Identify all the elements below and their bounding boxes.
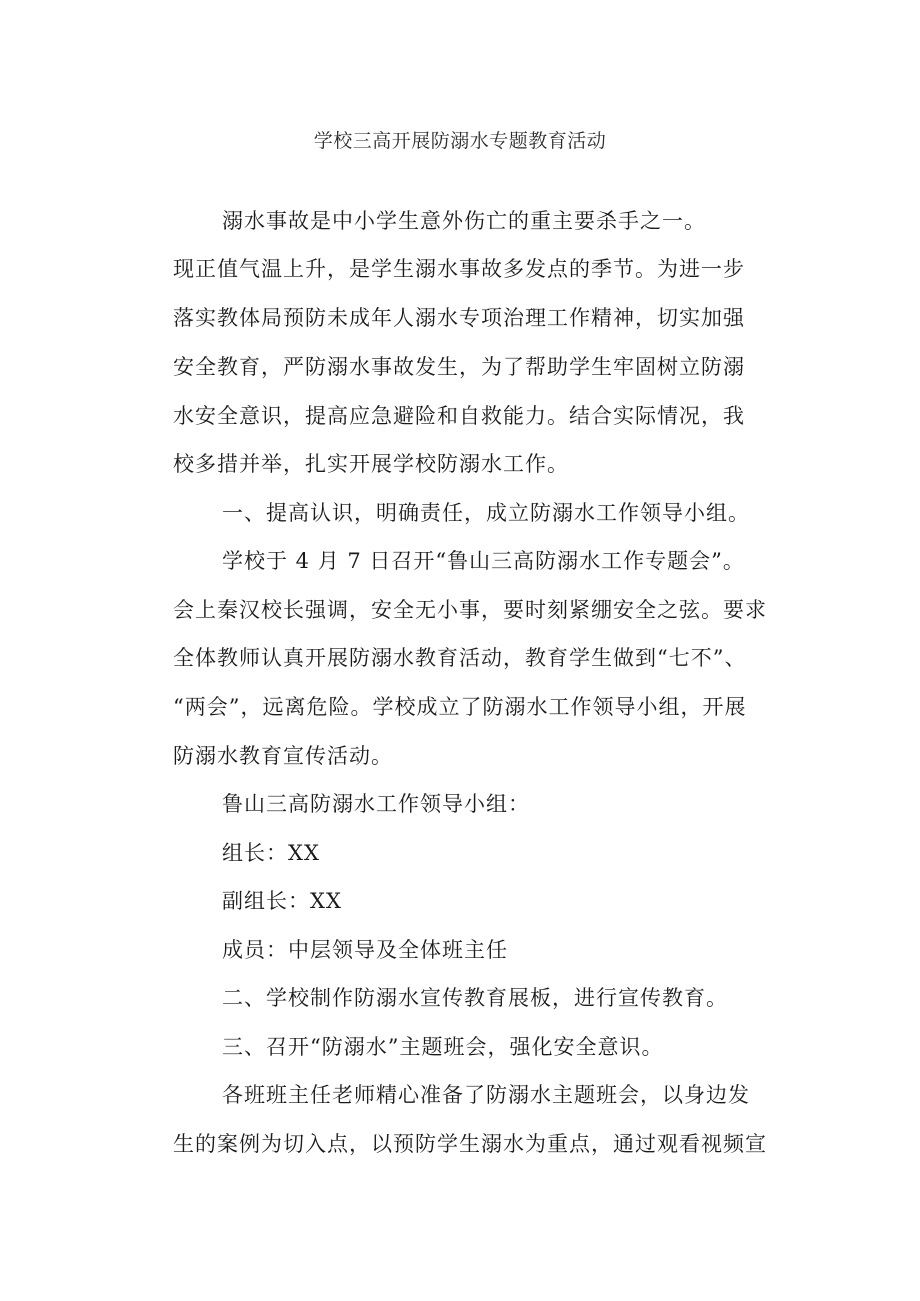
section-heading: 三、召开“防溺水”主题班会，强化安全意识。 (222, 1035, 664, 1059)
paragraph-line: 生的案例为切入点，以预防学生溺水为重点，通过观看视频宣 (173, 1132, 767, 1156)
paragraph-line: 防溺水教育宣传活动。 (173, 744, 393, 768)
paragraph-line: “两会”，远离危险。学校成立了防溺水工作领导小组，开展 (173, 695, 747, 719)
paragraph-line: 学校于 4 月 7 日召开“鲁山三高防溺水工作专题会”。 (222, 549, 745, 573)
group-leader: 组长：XX (222, 841, 320, 865)
paragraph-line: 现正值气温上升，是学生溺水事故多发点的季节。为进一步 (173, 257, 745, 281)
paragraph-line: 会上秦汉校长强调，安全无小事，要时刻紧绷安全之弦。要求 (173, 598, 767, 622)
section-heading: 二、学校制作防溺水宣传教育展板，进行宣传教育。 (222, 986, 728, 1010)
document-title: 学校三高开展防溺水专题教育活动 (313, 130, 607, 152)
group-heading: 鲁山三高防溺水工作领导小组： (222, 792, 530, 816)
paragraph-line: 安全教育，严防溺水事故发生，为了帮助学生牢固树立防溺 (173, 355, 745, 379)
group-deputy-leader: 副组长：XX (222, 889, 342, 913)
paragraph-line: 溺水事故是中小学生意外伤亡的重主要杀手之一。 (222, 209, 706, 233)
paragraph-line: 落实教体局预防未成年人溺水专项治理工作精神，切实加强 (173, 306, 745, 330)
paragraph-line: 水安全意识，提高应急避险和自救能力。结合实际情况，我 (173, 404, 745, 428)
section-heading: 一、提高认识，明确责任，成立防溺水工作领导小组。 (222, 501, 750, 525)
paragraph-line: 各班班主任老师精心准备了防溺水主题班会，以身边发 (222, 1083, 750, 1107)
group-members: 成员：中层领导及全体班主任 (222, 938, 508, 962)
paragraph-line: 校多措并举，扎实开展学校防溺水工作。 (173, 452, 569, 476)
paragraph-line: 全体教师认真开展防溺水教育活动，教育学生做到“七不”、 (173, 646, 747, 670)
